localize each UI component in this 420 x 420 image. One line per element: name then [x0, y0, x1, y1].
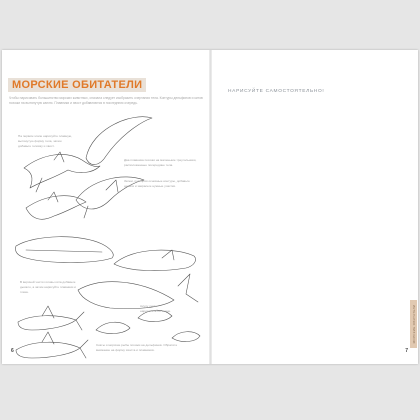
right-page-heading: НАРИСУЙТЕ САМОСТОЯТЕЛЬНО! [228, 89, 325, 94]
text-block-3: Затем, повторяя основные контуры, добавьте детали и закрасьте нужные участки. [124, 179, 190, 188]
whale-sketch-2 [114, 250, 196, 271]
side-tab-label: МОРСКИЕ ОБИТАТЕЛИ [411, 304, 416, 344]
text-block-4: В верхней части головы кита добавьте дыхало, а затем нарисуйте плавники и глаза. [20, 280, 76, 294]
whale-sketch-1 [15, 237, 113, 263]
shark-sketch-1 [18, 316, 76, 330]
dolphin-small-3 [172, 332, 200, 342]
page-title: МОРСКИЕ ОБИТАТЕЛИ [8, 78, 146, 92]
text-block-2: Два плавника похожи на маленькие треугольники, расположенные посередине тела. [124, 158, 197, 167]
sketch-illustrations [2, 50, 209, 364]
page-number-right: 7 [405, 348, 408, 354]
book-spread [2, 50, 418, 364]
text-block-5: Акулу легко нарисовать по схеме. [140, 304, 172, 313]
text-block-1: На первом этапе нарисуйте плавную, вытянутую форму тела, затем добавьте головку и хвост. [18, 134, 73, 148]
chapter-side-tab [410, 300, 417, 348]
shark-sketch-2 [16, 342, 80, 358]
dolphin-sketch-4 [26, 196, 86, 220]
left-page [2, 50, 209, 364]
right-page [212, 50, 418, 364]
text-block-6: Скаты и морские рыбы похожи на дельфинов. Обратите внимание на форму хвоста и плавников. [96, 343, 178, 352]
intro-paragraph: Чтобы нарисовать большинство морских животных, сначала следует изобразить очертания тела. Контуры дельфинов и китов похожи на вытянутую каплю. Плавники и хвост добавляются в последнюю очередь. [9, 96, 203, 106]
dolphin-sketch-2 [24, 154, 100, 188]
page-number-left: 6 [11, 348, 14, 354]
dolphin-small-1 [96, 322, 130, 333]
